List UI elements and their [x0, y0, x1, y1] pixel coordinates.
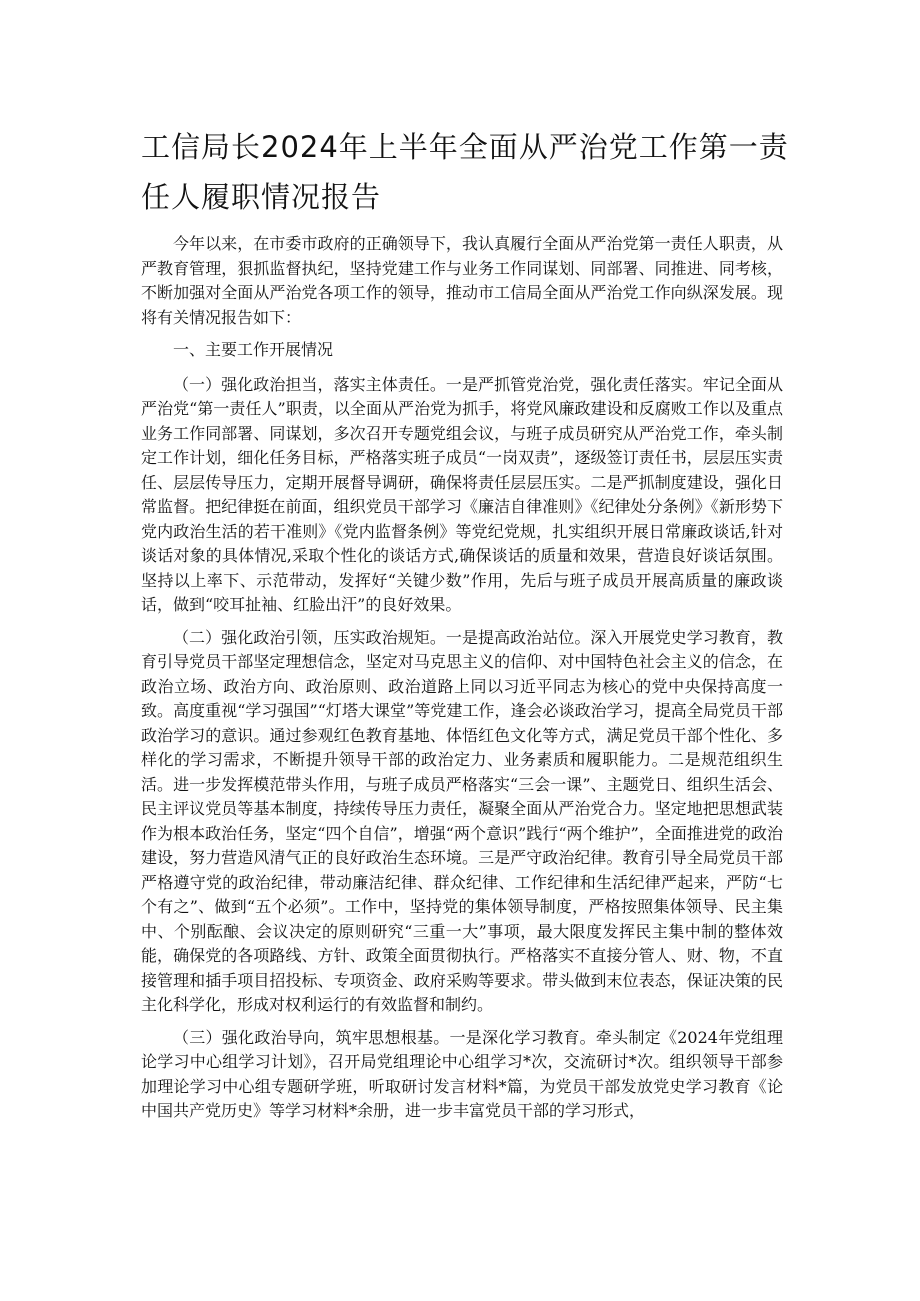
paragraph-responsibility: （一）强化政治担当，落实主体责任。一是严抓管党治党，强化责任落实。牢记全面从严治党“第一责任人”职责，以全面从严治党为抓手，将党风廉政建设和反腐败工作以及重点业务工作同部署、同谋划，多次召开专题党组会议，与班子成员研究从严治党工作，牵头制定工作计划，细化任务目标，严格落实班子成员“一岗双责”，逐级签订责任书，层层压实责任、层层传导压力，定期开展督导调研，确保将责任层层压实。二是严抓制度建设，强化日常监督。把纪律挺在前面，组织党员干部学习《廉洁自律准则》《纪律处分条例》《新形势下党内政治生活的若干准则》《党内监督条例》等党纪党规，扎实组织开展日常廉政谈话,针对谈话对象的具体情况,采取个性化的谈话方式,确保谈话的质量和效果，营造良好谈话氛围。坚持以上率下、示范带动，发挥好“关键少数”作用，先后与班子成员开展高质量的廉政谈话，做到“咬耳扯袖、红脸出汗”的良好效果。 — [141, 374, 783, 614]
section-heading-1: 一、主要工作开展情况 — [173, 340, 334, 359]
paragraph-political-rules: （二）强化政治引领，压实政治规矩。一是提高政治站位。深入开展党史学习教育，教育引导党员干部坚定理想信念，坚定对马克思主义的信仰、对中国特色社会主义的信念，在政治立场、政治方向、政治原则、政治道路上同以习近平同志为核心的党中央保持高度一致。高度重视“学习强国”“灯塔大课堂”等党建工作，逢会必谈政治学习，提高全局党员干部政治学习的意识。通过参观红色教育基地、体悟红色文化等方式，满足党员干部个性化、多样化的学习需求，不断提升领导干部的政治定力、业务素质和履职能力。二是规范组织生活。进一步发挥模范带头作用，与班子成员严格落实“三会一课”、主题党日、组织生活会、民主评议党员等基本制度，持续传导压力责任，凝聚全面从严治党合力。坚定地把思想武装作为根本政治任务，坚定“四个自信”，增强“两个意识”践行“两个维护”，全面推进党的政治建设，努力营造风清气正的良好政治生态环境。三是严守政治纪律。教育引导全局党员干部严格遵守党的政治纪律，带动廉洁纪律、群众纪律、工作纪律和生活纪律严起来，严防“七个有之”、做到“五个必须”。工作中，坚持党的集体领导制度，严格按照集体领导、民主集中、个别酝酿、会议决定的原则研究“三重一大”事项，最大限度发挥民主集中制的整体效能，确保党的各项路线、方针、政策全面贯彻执行。严格落实不直接分管人、财、物，不直接管理和插手项目招投标、专项资金、政府采购等要求。带头做到末位表态，保证决策的民主化科学化，形成对权利运行的有效监督和制约。 — [141, 627, 783, 1014]
paragraph-ideological-foundation: （三）强化政治导向，筑牢思想根基。一是深化学习教育。牵头制定《2024年党组理论学习中心组学习计划》，召开局党组理论中心组学习*次，交流研讨*次。组织领导干部参加理论学习中心组专题研学班，听取研讨发言材料*篇，为党员干部发放党史学习教育《论中国共产党历史》等学习材料*余册，进一步丰富党员干部的学习形式， — [141, 1027, 783, 1120]
document-title: 工信局长2024年上半年全面从严治党工作第一责任人履职情况报告 — [141, 130, 789, 214]
document-body — [141, 232, 783, 1132]
intro-paragraph: 今年以来，在市委市政府的正确领导下，我认真履行全面从严治党第一责任人职责，从严教育管理，狠抓监督执纪，坚持党建工作与业务工作同谋划、同部署、同推进、同考核，不断加强对全面从严治党各项工作的领导，推动市工信局全面从严治党工作向纵深发展。现将有关情况报告如下： — [141, 234, 783, 327]
